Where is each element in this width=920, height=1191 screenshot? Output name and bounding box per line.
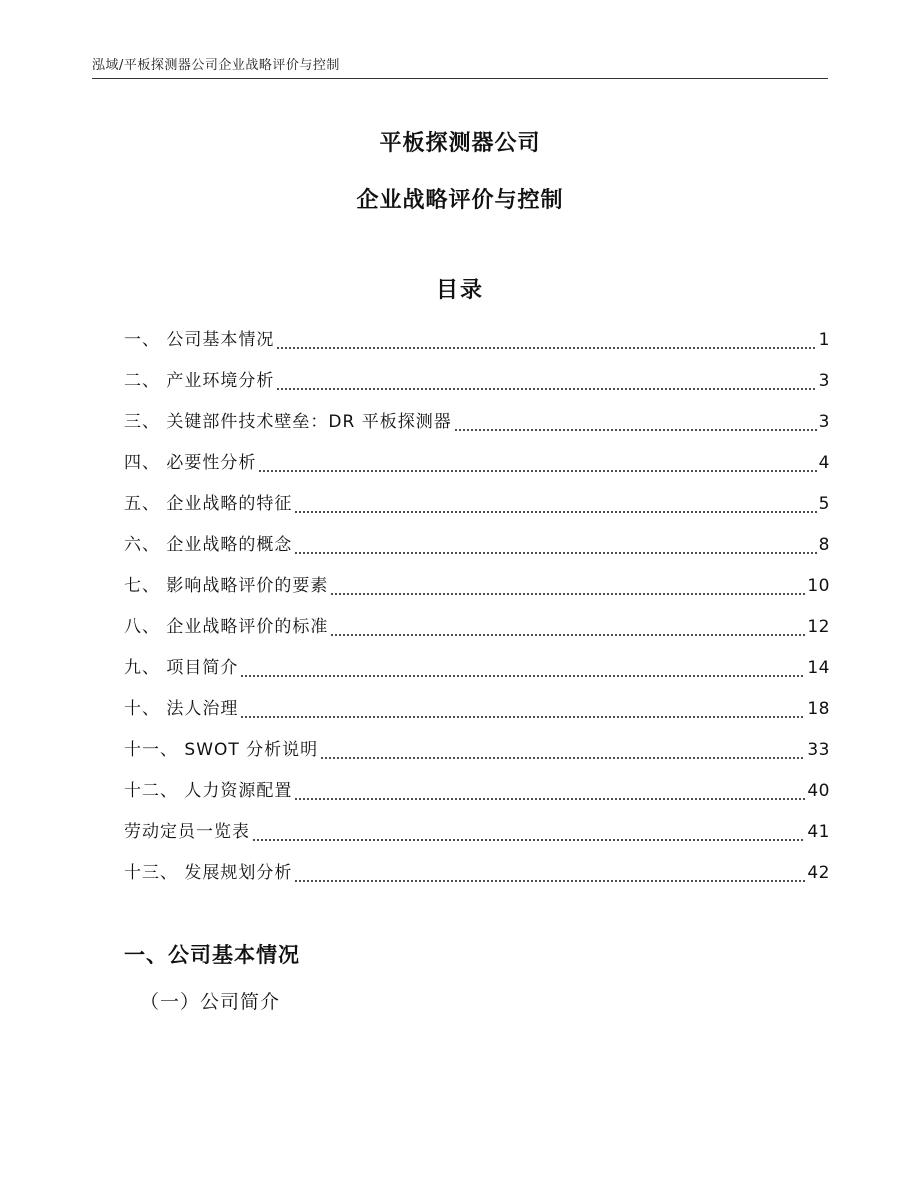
toc-entry-label: 二、 产业环境分析 [124, 371, 275, 391]
toc-entry[interactable] [124, 443, 830, 484]
toc-entry-page: 3 [818, 412, 830, 432]
toc-entry-label: 四、 必要性分析 [124, 453, 257, 473]
toc-entry[interactable] [124, 525, 830, 566]
toc-entry[interactable] [124, 771, 830, 812]
toc-dot-leader [240, 699, 805, 719]
subsection-heading: （一）公司简介 [140, 991, 281, 1013]
toc-entry[interactable] [124, 812, 830, 853]
toc-dot-leader [294, 863, 805, 883]
toc-dot-leader [320, 740, 805, 760]
toc-entry-page: 12 [807, 617, 830, 637]
toc-entry[interactable] [124, 648, 830, 689]
toc-entry-page: 33 [807, 740, 830, 760]
section-heading: 一、公司基本情况 [124, 943, 300, 967]
toc-entry-label: 十一、 SWOT 分析说明 [124, 740, 319, 760]
toc-entry-label: 六、 企业战略的概念 [124, 535, 293, 555]
toc-entry[interactable] [124, 566, 830, 607]
toc-entry[interactable] [124, 484, 830, 525]
toc-entry-label: 九、 项目简介 [124, 658, 239, 678]
toc-entry-label: 五、 企业战略的特征 [124, 494, 293, 514]
toc-dot-leader [276, 371, 816, 391]
toc-entry-label: 八、 企业战略评价的标准 [124, 617, 329, 637]
toc-dot-leader [294, 781, 805, 801]
toc-entry-page: 40 [807, 781, 830, 801]
toc-entry-page: 14 [807, 658, 830, 678]
toc-entry[interactable] [124, 320, 830, 361]
toc-entry-page: 4 [818, 453, 830, 473]
toc-entry[interactable] [124, 853, 830, 894]
header-divider [92, 78, 828, 79]
toc-dot-leader [330, 576, 805, 596]
toc-entry-page: 1 [818, 330, 830, 350]
toc-entry-page: 5 [818, 494, 830, 514]
toc-dot-leader [276, 330, 816, 350]
toc-entry-page: 10 [807, 576, 830, 596]
toc-entry-label: 十、 法人治理 [124, 699, 239, 719]
toc-entry-page: 8 [818, 535, 830, 555]
running-header: 泓域/平板探测器公司企业战略评价与控制 [92, 58, 340, 73]
toc-dot-leader [294, 494, 816, 514]
toc-entry[interactable] [124, 730, 830, 771]
toc-dot-leader [240, 658, 805, 678]
toc-dot-leader [258, 453, 816, 473]
toc-entry-page: 18 [807, 699, 830, 719]
toc-entry-label: 三、 关键部件技术壁垒：DR 平板探测器 [124, 412, 452, 432]
toc-dot-leader [454, 412, 817, 432]
toc-entry-page: 41 [807, 822, 830, 842]
toc-entry[interactable] [124, 607, 830, 648]
toc-heading: 目录 [435, 278, 484, 303]
toc-entry-page: 42 [807, 863, 830, 883]
toc-dot-leader [294, 535, 816, 555]
toc-dot-leader [252, 822, 805, 842]
toc-entry-label: 七、 影响战略评价的要素 [124, 576, 329, 596]
toc-entry-page: 3 [818, 371, 830, 391]
toc-dot-leader [330, 617, 805, 637]
document-subtitle: 企业战略评价与控制 [356, 188, 564, 213]
toc-entry[interactable] [124, 361, 830, 402]
toc-entry-label: 十三、 发展规划分析 [124, 863, 293, 883]
document-title: 平板探测器公司 [379, 131, 541, 156]
toc-entry-label: 十二、 人力资源配置 [124, 781, 293, 801]
toc-entry[interactable] [124, 402, 830, 443]
toc-entry-label: 一、 公司基本情况 [124, 330, 275, 350]
toc-entry-label: 劳动定员一览表 [124, 822, 250, 842]
toc-entry[interactable] [124, 689, 830, 730]
table-of-contents [124, 320, 830, 894]
